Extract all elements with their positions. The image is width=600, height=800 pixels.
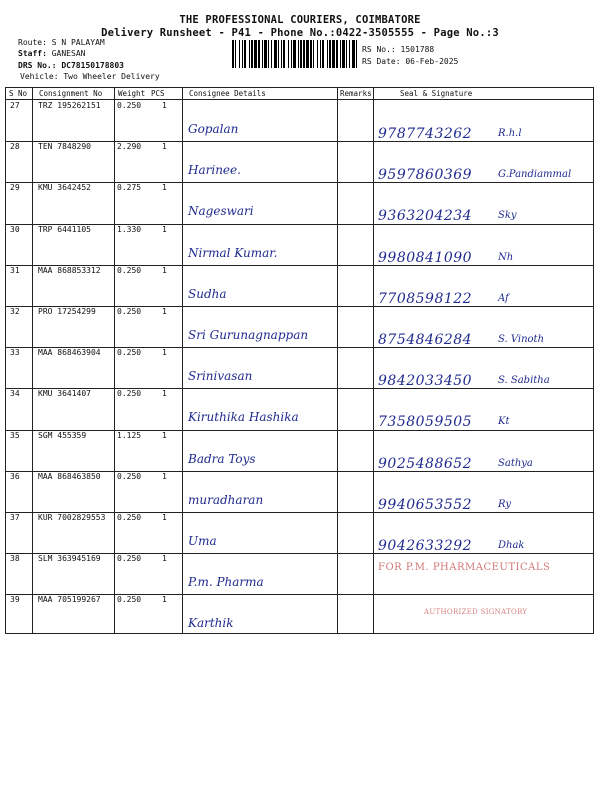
col-sno: S No xyxy=(9,89,28,98)
row-divider xyxy=(6,224,593,225)
row-weight: 0.250 xyxy=(117,265,142,275)
row-weight: 0.250 xyxy=(117,471,142,481)
col-consignee: Consignee Details xyxy=(189,89,266,98)
staff-label: Staff: xyxy=(18,49,47,58)
row-weight: 0.275 xyxy=(117,183,142,193)
authorized-signatory-stamp: AUTHORIZED SIGNATORY xyxy=(424,608,528,616)
barcode-image xyxy=(232,40,358,68)
row-sno: 34 xyxy=(10,389,20,399)
row-weight: 1.330 xyxy=(117,224,142,234)
handwritten-phone: 7358059505 xyxy=(378,414,473,431)
col-consignment: Consignment No xyxy=(39,89,103,98)
staff-line xyxy=(18,49,85,59)
handwritten-phone: 9363204234 xyxy=(378,208,473,225)
col-divider xyxy=(373,88,374,633)
signature: Sathya xyxy=(498,457,533,469)
row-sno: 28 xyxy=(10,142,20,152)
vehicle-label: Vehicle: Two Wheeler Delivery xyxy=(20,72,160,81)
row-sno: 39 xyxy=(10,595,20,605)
row-consignment-no: MAA 868463850 xyxy=(38,471,101,481)
col-divider xyxy=(114,88,115,633)
consignee-name: Badra Toys xyxy=(188,451,256,466)
signature: Kt xyxy=(498,416,510,428)
signature: Af xyxy=(498,292,509,304)
col-pcs: PCS xyxy=(151,89,165,98)
handwritten-phone: 7708598122 xyxy=(378,290,473,307)
row-divider xyxy=(6,388,593,389)
drs-line xyxy=(18,61,124,71)
consignee-name: Kiruthika Hashika xyxy=(188,410,299,425)
staff-value: GANESAN xyxy=(51,49,86,58)
row-sno: 38 xyxy=(10,554,20,564)
row-sno: 36 xyxy=(10,471,20,481)
col-seal: Seal & Signature xyxy=(400,89,473,98)
row-weight: 0.250 xyxy=(117,307,142,316)
row-sno: 32 xyxy=(10,307,20,316)
row-pcs: 1 xyxy=(162,183,167,193)
consignee-name: Srinivasan xyxy=(188,369,253,384)
signature: Dhak xyxy=(498,540,525,551)
row-pcs: 1 xyxy=(162,595,167,605)
row-pcs: 1 xyxy=(162,224,167,234)
handwritten-phone: 9940653552 xyxy=(378,496,473,513)
row-pcs: 1 xyxy=(162,142,167,152)
row-weight: 0.250 xyxy=(117,389,142,399)
row-pcs: 1 xyxy=(162,348,167,358)
handwritten-phone: 9980841090 xyxy=(378,249,473,266)
handwritten-phone: 9842033450 xyxy=(378,373,473,390)
row-sno: 31 xyxy=(10,265,20,275)
consignee-name: Harinee. xyxy=(188,163,241,178)
row-consignment-no: TRZ 195262151 xyxy=(38,101,101,110)
col-weight: Weight xyxy=(118,89,146,98)
handwritten-phone: 9042633292 xyxy=(378,538,473,554)
rs-date: RS Date: 06-Feb-2025 xyxy=(362,57,459,66)
row-pcs: 1 xyxy=(162,101,167,110)
company-title: THE PROFESSIONAL COURIERS, COIMBATORE xyxy=(179,14,421,26)
col-divider xyxy=(182,88,183,633)
signature: S. Sabitha xyxy=(498,375,550,387)
row-pcs: 1 xyxy=(162,554,167,564)
row-consignment-no: MAA 868853312 xyxy=(38,265,101,275)
consignee-name: Gopalan xyxy=(188,122,239,136)
row-sno: 33 xyxy=(10,348,20,358)
row-sno: 37 xyxy=(10,513,20,522)
row-consignment-no: KUR 7002829553 xyxy=(38,513,106,522)
row-pcs: 1 xyxy=(162,430,167,440)
consignee-name: Karthik xyxy=(188,616,234,631)
row-consignment-no: KMU 3641407 xyxy=(38,389,91,399)
row-consignment-no: SLM 363945169 xyxy=(38,554,101,564)
row-sno: 27 xyxy=(10,101,20,110)
handwritten-phone: 9787743262 xyxy=(378,126,473,142)
row-sno: 29 xyxy=(10,183,20,193)
signature: G.Pandiammal xyxy=(498,169,572,181)
consignee-name: P.m. Pharma xyxy=(188,575,264,590)
runsheet-title: Delivery Runsheet - P41 - Phone No.:0422-3505555 - Page No.:3 xyxy=(101,27,499,39)
row-consignment-no: SGM 455359 xyxy=(38,430,87,440)
row-divider xyxy=(6,141,593,142)
consignee-name: muradharan xyxy=(188,492,264,507)
consignee-name: Nirmal Kumar. xyxy=(188,245,278,260)
col-remarks: Remarks xyxy=(340,89,372,98)
handwritten-phone: 8754846284 xyxy=(378,332,473,348)
handwritten-phone: 9025488652 xyxy=(378,455,473,472)
row-weight: 0.250 xyxy=(117,554,142,564)
row-divider xyxy=(6,182,593,183)
col-divider xyxy=(337,88,338,633)
row-divider xyxy=(6,430,593,431)
consignee-name: Uma xyxy=(188,534,217,548)
row-pcs: 1 xyxy=(162,307,167,316)
rs-number: RS No.: 1501788 xyxy=(362,45,435,54)
signature: R.h.l xyxy=(498,128,522,139)
row-sno: 30 xyxy=(10,224,20,234)
row-weight: 0.250 xyxy=(117,513,142,522)
col-divider xyxy=(32,88,33,633)
row-consignment-no: MAA 705199267 xyxy=(38,595,101,605)
drs-label: DRS No.: xyxy=(18,61,57,70)
consignee-name: Nageswari xyxy=(188,204,254,219)
signature: Sky xyxy=(498,210,517,222)
row-weight: 1.125 xyxy=(117,430,142,440)
row-weight: 2.290 xyxy=(117,142,142,152)
signature: Ry xyxy=(498,498,512,510)
company-stamp: FOR P.M. PHARMACEUTICALS xyxy=(378,562,551,573)
row-weight: 0.250 xyxy=(117,101,142,110)
route-label: Route: S N PALAYAM xyxy=(18,38,105,47)
signature: S. Vinoth xyxy=(498,334,545,345)
consignee-name: Sudha xyxy=(188,286,227,301)
signature: Nh xyxy=(498,251,514,263)
handwritten-phone: 9597860369 xyxy=(378,167,473,184)
row-consignment-no: KMU 3642452 xyxy=(38,183,91,193)
row-weight: 0.250 xyxy=(117,595,142,605)
consignee-name: Sri Gurunagnappan xyxy=(188,328,309,342)
row-weight: 0.250 xyxy=(117,348,142,358)
row-pcs: 1 xyxy=(162,471,167,481)
row-consignment-no: TRP 6441105 xyxy=(38,224,91,234)
row-pcs: 1 xyxy=(162,389,167,399)
row-consignment-no: TEN 7848290 xyxy=(38,142,91,152)
table-header xyxy=(6,88,593,100)
row-consignment-no: MAA 868463904 xyxy=(38,348,101,358)
drs-value: DC78150178803 xyxy=(61,61,124,70)
runsheet-table xyxy=(5,87,594,634)
row-pcs: 1 xyxy=(162,513,167,522)
row-sno: 35 xyxy=(10,430,20,440)
row-consignment-no: PRO 17254299 xyxy=(38,307,96,316)
row-pcs: 1 xyxy=(162,265,167,275)
